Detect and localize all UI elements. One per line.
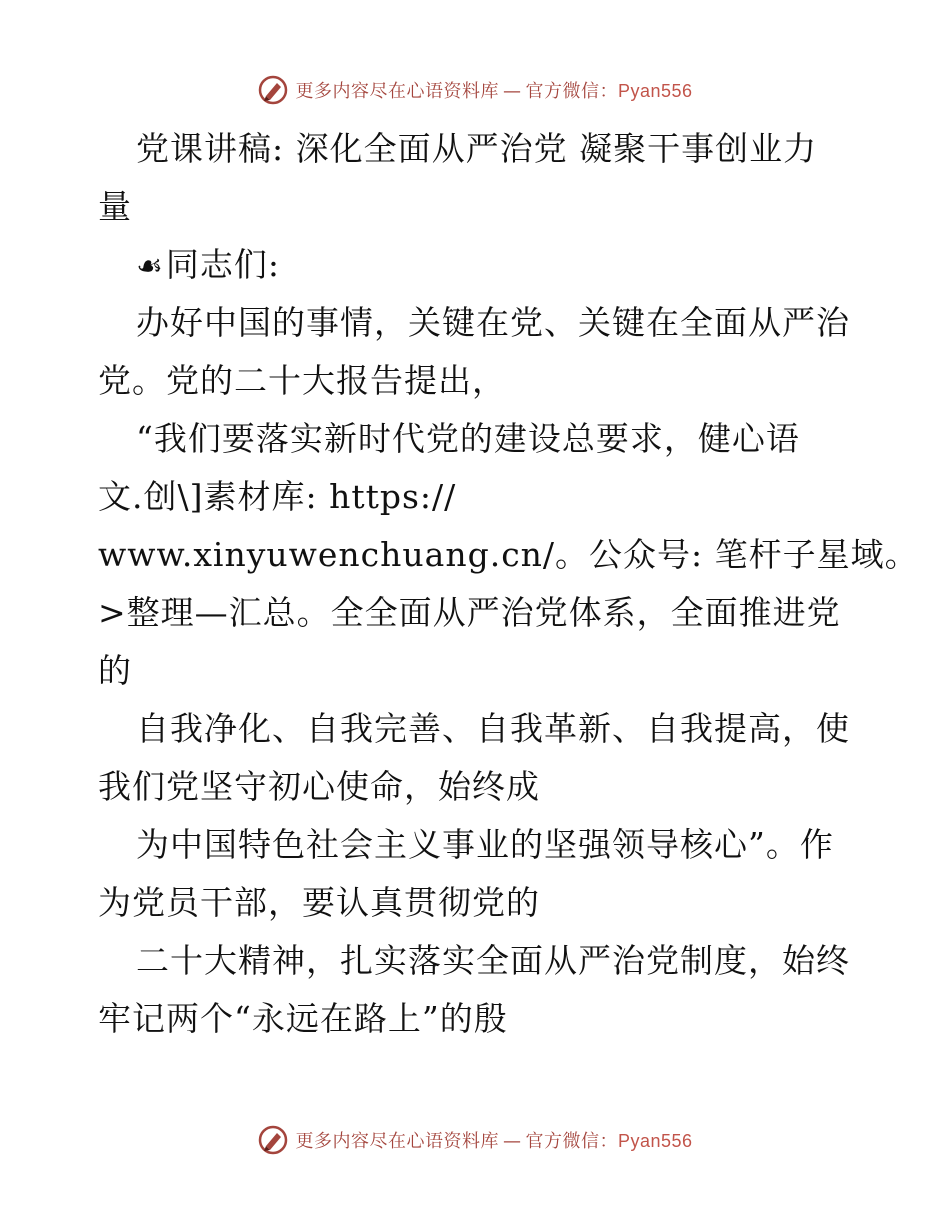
paragraph-line: 为党员干部，要认真贯彻党的 bbox=[98, 883, 540, 922]
brand-banner bbox=[257, 74, 692, 106]
paragraph-line: 办好中国的事情，关键在党、关键在全面从严治 bbox=[136, 303, 850, 342]
paragraph-line: 文.创\]素材库: https:// bbox=[98, 477, 457, 516]
pen-logo-icon bbox=[257, 1124, 289, 1156]
paragraph-line: 二十大精神，扎实落实全面从严治党制度，始终 bbox=[136, 941, 850, 980]
salutation-text: 同志们: bbox=[165, 245, 281, 284]
brand-banner bbox=[257, 1124, 692, 1156]
paragraph-line: www.xinyuwenchuang.cn/。公众号: 笔杆子星域。 bbox=[98, 535, 919, 574]
banner-dash: — bbox=[502, 81, 522, 102]
document-title-line: 党课讲稿: 深化全面从严治党 凝聚干事创业力 bbox=[136, 129, 818, 168]
banner-text bbox=[295, 1127, 692, 1153]
wechat-label: 官方微信： bbox=[525, 1131, 618, 1152]
page-header bbox=[0, 70, 950, 110]
salutation-line bbox=[98, 236, 858, 294]
wechat-id: Pyan556 bbox=[617, 81, 693, 101]
wechat-id: Pyan556 bbox=[617, 1131, 693, 1151]
paragraph-line: 牢记两个“永远在路上”的殷 bbox=[98, 999, 508, 1038]
document-title-line: 量 bbox=[98, 187, 132, 226]
banner-text bbox=[295, 77, 692, 103]
paragraph-line: 为中国特色社会主义事业的坚强领导核心”。作 bbox=[136, 825, 834, 864]
paragraph-line: 党。党的二十大报告提出， bbox=[98, 361, 506, 400]
banner-dash: — bbox=[502, 1131, 522, 1152]
pen-logo-icon bbox=[257, 74, 289, 106]
fleuron-icon: ☙ bbox=[136, 249, 164, 284]
brand-name: 更多内容尽在心语资料库 bbox=[295, 1131, 499, 1152]
paragraph-line: >整理—汇总。全全面从严治党体系，全面推进党 bbox=[98, 593, 841, 632]
brand-name: 更多内容尽在心语资料库 bbox=[295, 81, 499, 102]
paragraph-line: 我们党坚守初心使命，始终成 bbox=[98, 767, 540, 806]
document-body bbox=[98, 120, 919, 1048]
paragraph-line: 的 bbox=[98, 651, 132, 690]
page-footer bbox=[0, 1120, 950, 1160]
wechat-label: 官方微信： bbox=[525, 81, 618, 102]
paragraph-line: 自我净化、自我完善、自我革新、自我提高，使 bbox=[136, 709, 850, 748]
paragraph-line: “我们要落实新时代党的建设总要求，健心语 bbox=[136, 419, 800, 458]
